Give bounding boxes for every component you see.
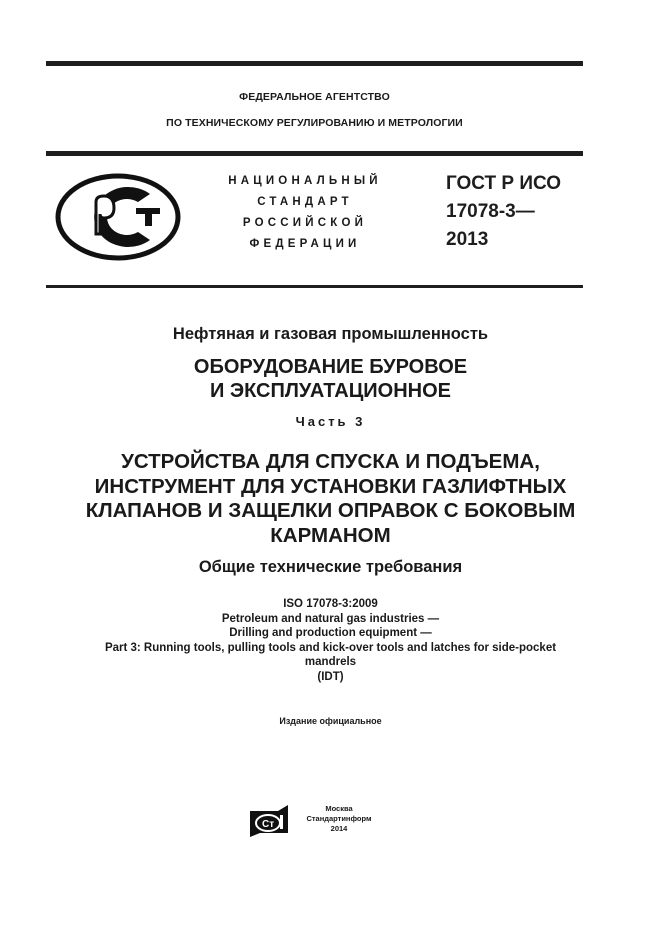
iso-line: (IDT) bbox=[317, 670, 344, 683]
main-title bbox=[30, 450, 631, 548]
natstd-line: СТАНДАРТ bbox=[257, 196, 353, 208]
block-divider bbox=[46, 285, 583, 288]
agency-subtitle: ПО ТЕХНИЧЕСКОМУ РЕГУЛИРОВАНИЮ И МЕТРОЛОГИИ bbox=[166, 117, 463, 129]
iso-line: Petroleum and natural gas industries — bbox=[221, 612, 440, 625]
iso-line: ISO 17078-3:2009 bbox=[283, 598, 378, 610]
designation-line: 17078-3— bbox=[446, 201, 535, 222]
svg-text:Ст: Ст bbox=[262, 819, 275, 830]
part-label: Часть 3 bbox=[295, 414, 366, 429]
publisher-year: 2014 bbox=[330, 824, 348, 833]
publisher-name: Стандартинформ bbox=[306, 814, 372, 823]
national-standard-label bbox=[210, 171, 400, 255]
top-divider bbox=[46, 61, 583, 66]
designation-line: 2013 bbox=[446, 229, 489, 250]
equipment-line: ОБОРУДОВАНИЕ БУРОВОЕ bbox=[193, 356, 468, 378]
main-title-line: КЛАПАНОВ И ЗАЩЕЛКИ ОПРАВОК С БОКОВЫМ bbox=[85, 499, 576, 522]
agency-name: ФЕДЕРАЛЬНОЕ АГЕНТСТВО bbox=[239, 91, 390, 103]
industry-title: Нефтяная и газовая промышленность bbox=[172, 325, 489, 343]
main-title-line: КАРМАНОМ bbox=[270, 523, 391, 547]
standard-designation bbox=[446, 170, 561, 254]
main-title-line: ИНСТРУМЕНТ ДЛЯ УСТАНОВКИ ГАЗЛИФТНЫХ bbox=[94, 474, 567, 498]
standartinform-logo-icon bbox=[248, 803, 290, 837]
edition-label: Издание официальное bbox=[279, 716, 382, 726]
iso-line: mandrels bbox=[304, 656, 357, 669]
iso-line: Drilling and production equipment — bbox=[229, 627, 432, 640]
publisher-info bbox=[298, 804, 380, 834]
designation-line: ГОСТ Р ИСО bbox=[446, 173, 562, 194]
iso-reference bbox=[20, 597, 641, 685]
main-title-line: УСТРОЙСТВА ДЛЯ СПУСКА И ПОДЪЕМА, bbox=[121, 450, 540, 473]
natstd-line: РОССИЙСКОЙ bbox=[242, 217, 368, 229]
equipment-title bbox=[0, 355, 661, 403]
gost-r-logo-icon bbox=[54, 172, 182, 262]
natstd-line: ФЕДЕРАЦИИ bbox=[249, 238, 361, 250]
equipment-line: И ЭКСПЛУАТАЦИОННОЕ bbox=[209, 380, 452, 402]
natstd-line: НАЦИОНАЛЬНЫЙ bbox=[228, 175, 382, 187]
iso-line: Part 3: Running tools, pulling tools and kick-over tools and latches for side-pocket bbox=[104, 641, 557, 654]
subtitle: Общие технические требования bbox=[198, 558, 463, 576]
publisher-city: Москва bbox=[325, 804, 353, 813]
header-divider bbox=[46, 151, 583, 156]
